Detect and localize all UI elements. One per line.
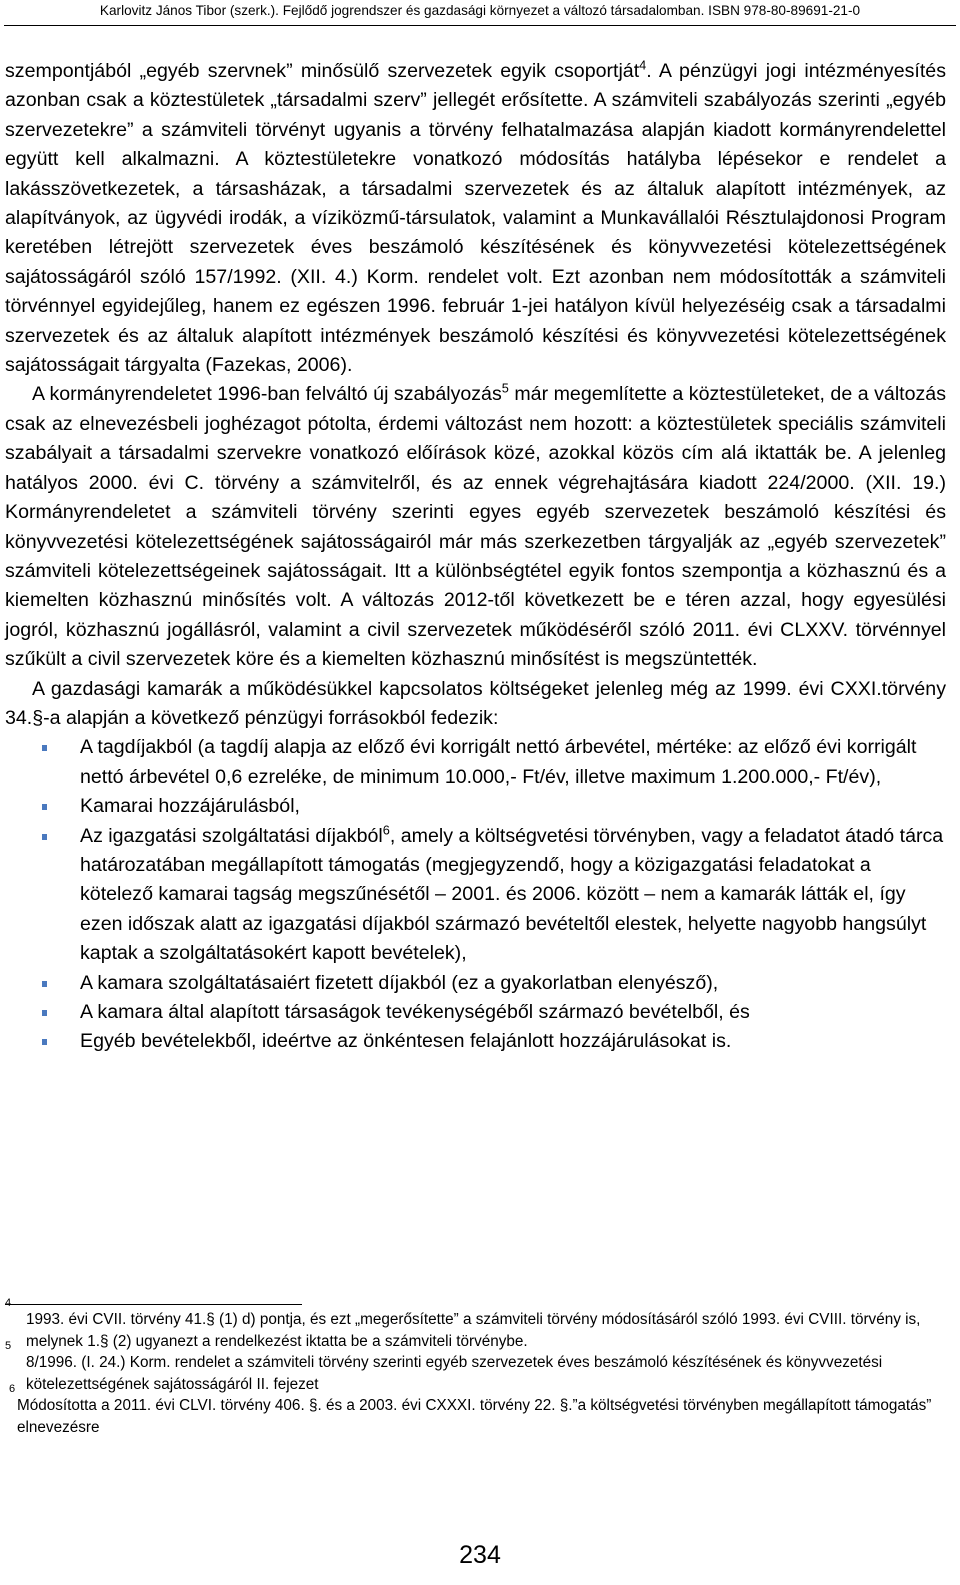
- footnotes: [5, 1297, 946, 1439]
- running-header: Karlovitz János Tibor (szerk.). Fejlődő jogrendszer és gazdasági környezet a változó társadalomban. ISBN 978-80-89691-21-0: [99, 3, 861, 18]
- footnote-ref-5[interactable]: 5: [501, 380, 509, 396]
- list-item: Kamarai hozzájárulásból,: [5, 792, 946, 821]
- list-item: Az igazgatási szolgáltatási díjakból$^6$, amely a költségvetési törvényben, vagy a feladatot átadó tárca határozatában megállapított támogatás (megjegyzendő, hogy a közigazgatási feladatokat a kötelező kamarai tagság megszűnésétől – 2001. és 2006. között – nem a kamarák látták el, így ezen időszak alatt az igazgatási díjakból származó bevételtől elestek, helyette nagyobb hangsúlyt kaptak a szolgáltatásokért kapott bevételek),: [5, 822, 946, 969]
- paragraph-2: A kormányrendeletet 1996-ban felváltó új szabályozás$^5$ már megemlítette a köztestületeket, de a változás csak az elnevezésbeli joghézagot pótolta, érdemi változást nem hozott: a köztestületek speciális számviteli szabályait a társadalmi szervekre vonatkozó előírások közé, azokkal közös cím alá iktatták be. A jelenleg hatályos 2000. évi C. törvény a számvitelről, és az ennek végrehajtására kiadott 224/2000. (XII. 19.) Kormányrendeletet a számviteli törvény szerinti egyes egyéb szervezetek beszámoló készítési és könyvvezetési kötelezettségének sajátosságairól már más szerkezetben tárgyalják az „egyéb szervezetek” számviteli kötelezettségeinek sajátosságait. Itt a különbségtétel egyik fontos szempontja a közhasznú és a kiemelten közhasznú minősítés volt. A változás 2012-től következett be e téren azzal, hogy egyesülési jogról, közhasznú jogállásról, valamint a civil szervezetek működéséről szóló 2011. évi CLXXV. törvénnyel szűkült a civil szervezetek köre és a kiemelten közhasznú minősítést is megszüntették.: [5, 380, 947, 671]
- square-bullet-icon: [42, 745, 47, 751]
- square-bullet-icon: [42, 804, 47, 810]
- square-bullet-icon: [42, 981, 47, 987]
- square-bullet-icon: [42, 834, 47, 840]
- page-number: 234: [459, 1541, 501, 1569]
- footnote-6: 6 Módosította a 2011. évi CLVI. törvény 406. §. és a 2003. évi CXXXI. törvény 22. §.”a költségvetési törvényben megállapított támogatás” elnevezésre: [9, 1383, 932, 1436]
- footnote-separator: [5, 1304, 302, 1305]
- list-item: A kamara által alapított társaságok tevékenységéből származó bevételből, és: [5, 998, 946, 1027]
- paragraph-1: szempontjából „egyéb szervnek” minősülő szervezetek egyik csoportját$^4$. A pénzügyi jogi intézményesítés azonban csak a köztestületek „társadalmi szerv” jellegét erősítette. A számviteli szabályozás szerinti „egyéb szervezetekre” a számviteli törvényt ugyanis a törvény felhatalmazása alapján kiadott kormányrendelettel együtt kell alkalmazni. A köztestületekre vonatkozó módosítás hatályba lépésekor e rendelet a lakásszövetkezetek, a társasházak, a társadalmi szervezetek és az általuk alapított intézmények, az alapítványok, az ügyvédi irodák, a víziközmű-társulatok, valamint a Munkavállalói Résztulajdonosi Program keretében létrejött szervezetek éves beszámoló készítésének és könyvvezetési kötelezettségének sajátosságáról szóló 157/1992. (XII. 4.) Korm. rendelet volt. Ezt azonban nem módosították a számviteli törvénnyel egyidejűleg, hanem ez egészen 1996. február 1-jei hatályon kívül helyezéséig csak a társadalmi szervezetek és az általuk alapított intézmények beszámoló készítési és könyvvezetési kötelezettségének sajátosságait tárgyalta (Fazekas, 2006).: [5, 57, 946, 377]
- square-bullet-icon: [42, 1039, 47, 1045]
- main-text: [5, 57, 946, 1057]
- square-bullet-icon: [42, 1010, 47, 1016]
- footnote-4: 4 1993. évi CVII. törvény 41.§ (1) d) pontja, és ezt „megerősítette” a számviteli törvény módosításáról szóló 1993. évi CVIII. törvény is, melynek 1.§ (2) ugyanezt a rendelkezést iktatta be a számviteli törvénybe.: [5, 1297, 921, 1350]
- list-item: Egyéb bevételekből, ideértve az önkéntesen felajánlott hozzájárulásokat is.: [5, 1027, 946, 1056]
- header-rule: [4, 25, 956, 26]
- footnote-ref-4[interactable]: 4: [639, 57, 647, 73]
- footnote-5: 5 8/1996. (I. 24.) Korm. rendelet a számviteli törvény szerinti egyéb szervezetek éves beszámoló készítésének és könyvvezetési kötelezettségének sajátosságáról II. fejezet: [5, 1340, 883, 1393]
- footnote-ref-6[interactable]: 6: [382, 822, 390, 838]
- paragraph-3: A gazdasági kamarák a működésükkel kapcsolatos költségeket jelenleg még az 1999. évi CXXI.törvény 34.§-a alapján a következő pénzügyi forrásokból fedezik:: [5, 677, 946, 729]
- list-item: A kamara szolgáltatásaiért fizetett díjakból (ez a gyakorlatban elenyésző),: [5, 969, 946, 998]
- list-item: A tagdíjakból (a tagdíj alapja az előző évi korrigált nettó árbevétel, mértéke: az előző évi korrigált nettó árbevétel 0,6 ezreléke, de minimum 10.000,- Ft/év, illetve maximum 1.200.000,- Ft/év),: [5, 733, 946, 792]
- funding-sources-list: [5, 733, 946, 1056]
